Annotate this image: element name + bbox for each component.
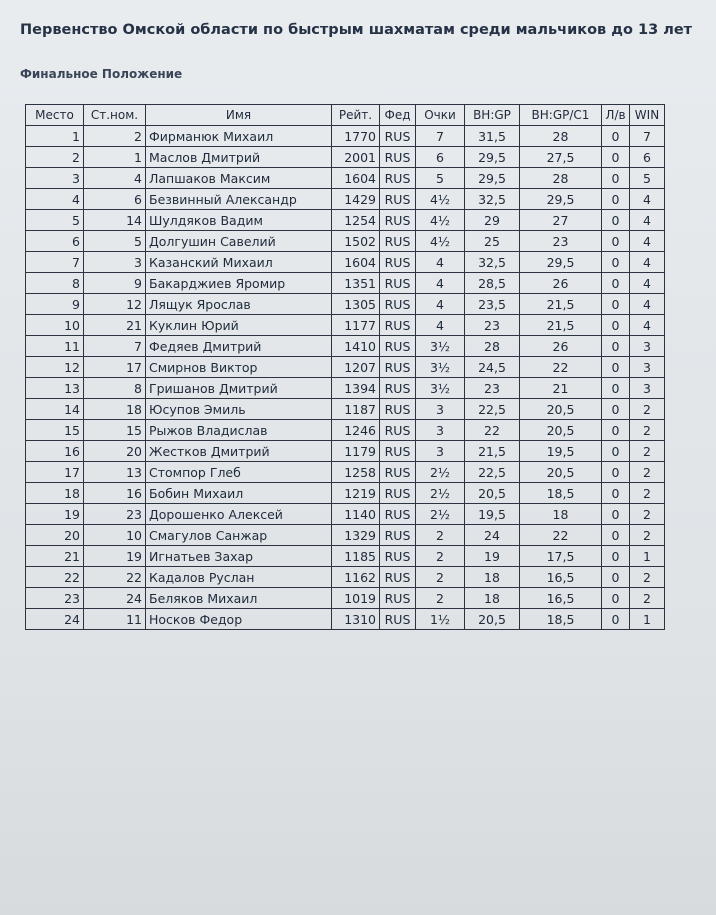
cell-rating: 1187 [332,399,380,420]
cell-points: 4 [416,315,465,336]
cell-name: Рыжов Владислав [146,420,332,441]
cell-win: 2 [630,504,665,525]
cell-name: Смагулов Санжар [146,525,332,546]
cell-federation: RUS [380,546,416,567]
cell-place: 20 [26,525,84,546]
cell-points: 3 [416,420,465,441]
cell-place: 6 [26,231,84,252]
cell-place: 24 [26,609,84,630]
cell-rating: 1394 [332,378,380,399]
cell-federation: RUS [380,294,416,315]
cell-start-number: 18 [84,399,146,420]
cell-lv: 0 [602,168,630,189]
cell-start-number: 11 [84,609,146,630]
cell-bh-gp: 23 [465,378,520,399]
cell-start-number: 2 [84,126,146,147]
cell-bh-gp: 24 [465,525,520,546]
cell-federation: RUS [380,168,416,189]
cell-name: Долгушин Савелий [146,231,332,252]
cell-win: 4 [630,210,665,231]
cell-lv: 0 [602,483,630,504]
cell-lv: 0 [602,567,630,588]
cell-place: 19 [26,504,84,525]
cell-points: 2½ [416,483,465,504]
cell-rating: 1254 [332,210,380,231]
header-win: WIN [630,105,665,126]
cell-points: 3½ [416,336,465,357]
cell-federation: RUS [380,441,416,462]
cell-win: 5 [630,168,665,189]
cell-rating: 1177 [332,315,380,336]
cell-win: 3 [630,378,665,399]
cell-place: 15 [26,420,84,441]
document-title: Первенство Омской области по быстрым шахматам среди мальчиков до 13 лет [20,22,693,38]
cell-lv: 0 [602,189,630,210]
cell-start-number: 4 [84,168,146,189]
cell-lv: 0 [602,462,630,483]
cell-rating: 1219 [332,483,380,504]
cell-win: 2 [630,441,665,462]
table-row [26,231,665,252]
cell-bh-gp: 19 [465,546,520,567]
header-points: Очки [416,105,465,126]
cell-lv: 0 [602,546,630,567]
table-row [26,210,665,231]
cell-federation: RUS [380,315,416,336]
cell-rating: 1140 [332,504,380,525]
cell-bh-gp: 20,5 [465,609,520,630]
header-lv: Л/в [602,105,630,126]
cell-rating: 1604 [332,252,380,273]
table-row [26,567,665,588]
cell-points: 5 [416,168,465,189]
cell-bh-gp: 23 [465,315,520,336]
cell-rating: 1185 [332,546,380,567]
cell-win: 2 [630,462,665,483]
cell-rating: 1502 [332,231,380,252]
cell-rating: 2001 [332,147,380,168]
cell-bh-gp: 22,5 [465,462,520,483]
table-row [26,147,665,168]
cell-win: 2 [630,567,665,588]
cell-bh-gp-c1: 27 [520,210,602,231]
cell-place: 22 [26,567,84,588]
cell-bh-gp: 22,5 [465,399,520,420]
cell-place: 17 [26,462,84,483]
table-row [26,315,665,336]
cell-place: 5 [26,210,84,231]
cell-start-number: 16 [84,483,146,504]
cell-bh-gp: 32,5 [465,189,520,210]
cell-win: 2 [630,420,665,441]
cell-federation: RUS [380,231,416,252]
cell-federation: RUS [380,504,416,525]
cell-place: 23 [26,588,84,609]
cell-start-number: 13 [84,462,146,483]
cell-points: 2½ [416,504,465,525]
cell-place: 8 [26,273,84,294]
cell-name: Лящук Ярослав [146,294,332,315]
cell-win: 3 [630,336,665,357]
cell-place: 7 [26,252,84,273]
cell-federation: RUS [380,252,416,273]
cell-federation: RUS [380,189,416,210]
cell-bh-gp-c1: 28 [520,126,602,147]
cell-bh-gp: 31,5 [465,126,520,147]
table-row [26,399,665,420]
cell-points: 7 [416,126,465,147]
cell-points: 2 [416,546,465,567]
cell-federation: RUS [380,210,416,231]
cell-place: 14 [26,399,84,420]
cell-bh-gp-c1: 16,5 [520,588,602,609]
cell-name: Куклин Юрий [146,315,332,336]
cell-name: Игнатьев Захар [146,546,332,567]
header-start-number: Ст.ном. [84,105,146,126]
cell-start-number: 22 [84,567,146,588]
cell-bh-gp-c1: 20,5 [520,399,602,420]
cell-start-number: 7 [84,336,146,357]
cell-win: 2 [630,483,665,504]
table-row [26,294,665,315]
cell-place: 1 [26,126,84,147]
table-row [26,420,665,441]
cell-name: Безвинный Александр [146,189,332,210]
cell-start-number: 3 [84,252,146,273]
cell-name: Дорошенко Алексей [146,504,332,525]
cell-lv: 0 [602,441,630,462]
cell-bh-gp: 20,5 [465,483,520,504]
cell-start-number: 20 [84,441,146,462]
cell-place: 16 [26,441,84,462]
cell-bh-gp-c1: 21,5 [520,294,602,315]
cell-rating: 1258 [332,462,380,483]
cell-win: 4 [630,273,665,294]
table-row [26,273,665,294]
table-row [26,336,665,357]
cell-win: 2 [630,399,665,420]
cell-win: 4 [630,252,665,273]
cell-lv: 0 [602,294,630,315]
cell-federation: RUS [380,609,416,630]
cell-win: 4 [630,294,665,315]
cell-lv: 0 [602,357,630,378]
cell-federation: RUS [380,273,416,294]
cell-win: 6 [630,147,665,168]
cell-start-number: 15 [84,420,146,441]
cell-bh-gp: 32,5 [465,252,520,273]
cell-federation: RUS [380,399,416,420]
cell-bh-gp-c1: 29,5 [520,189,602,210]
cell-federation: RUS [380,357,416,378]
cell-start-number: 10 [84,525,146,546]
cell-bh-gp: 18 [465,567,520,588]
cell-start-number: 12 [84,294,146,315]
cell-lv: 0 [602,147,630,168]
header-federation: Фед [380,105,416,126]
cell-start-number: 6 [84,189,146,210]
cell-federation: RUS [380,378,416,399]
cell-bh-gp: 21,5 [465,441,520,462]
table-row [26,189,665,210]
cell-bh-gp: 29,5 [465,147,520,168]
cell-name: Носков Федор [146,609,332,630]
cell-start-number: 19 [84,546,146,567]
cell-win: 2 [630,588,665,609]
cell-bh-gp-c1: 27,5 [520,147,602,168]
cell-bh-gp-c1: 23 [520,231,602,252]
cell-name: Бобин Михаил [146,483,332,504]
table-row [26,609,665,630]
cell-place: 2 [26,147,84,168]
cell-bh-gp: 29 [465,210,520,231]
cell-lv: 0 [602,273,630,294]
cell-start-number: 8 [84,378,146,399]
cell-points: 2 [416,525,465,546]
cell-federation: RUS [380,462,416,483]
cell-points: 4½ [416,189,465,210]
cell-bh-gp-c1: 18,5 [520,609,602,630]
cell-bh-gp: 29,5 [465,168,520,189]
cell-start-number: 1 [84,147,146,168]
cell-rating: 1207 [332,357,380,378]
cell-start-number: 24 [84,588,146,609]
cell-bh-gp-c1: 20,5 [520,420,602,441]
cell-place: 4 [26,189,84,210]
cell-start-number: 17 [84,357,146,378]
table-row [26,168,665,189]
cell-lv: 0 [602,336,630,357]
cell-bh-gp-c1: 21,5 [520,315,602,336]
cell-bh-gp-c1: 29,5 [520,252,602,273]
cell-start-number: 23 [84,504,146,525]
document-subtitle: Финальное Положение [20,67,183,81]
cell-win: 2 [630,525,665,546]
cell-win: 4 [630,189,665,210]
cell-start-number: 5 [84,231,146,252]
cell-federation: RUS [380,525,416,546]
cell-name: Шулдяков Вадим [146,210,332,231]
cell-federation: RUS [380,420,416,441]
cell-bh-gp-c1: 20,5 [520,462,602,483]
table-row [26,462,665,483]
table-row [26,546,665,567]
cell-points: 2½ [416,462,465,483]
cell-name: Кадалов Руслан [146,567,332,588]
cell-place: 18 [26,483,84,504]
table-row [26,357,665,378]
cell-lv: 0 [602,588,630,609]
cell-name: Федяев Дмитрий [146,336,332,357]
cell-lv: 0 [602,252,630,273]
table-row [26,525,665,546]
cell-points: 4 [416,273,465,294]
table-row [26,126,665,147]
cell-name: Лапшаков Максим [146,168,332,189]
cell-rating: 1310 [332,609,380,630]
cell-points: 4 [416,252,465,273]
cell-lv: 0 [602,504,630,525]
cell-rating: 1410 [332,336,380,357]
cell-bh-gp: 24,5 [465,357,520,378]
cell-name: Фирманюк Михаил [146,126,332,147]
cell-name: Юсупов Эмиль [146,399,332,420]
cell-bh-gp-c1: 18 [520,504,602,525]
cell-bh-gp-c1: 22 [520,357,602,378]
cell-bh-gp-c1: 17,5 [520,546,602,567]
cell-bh-gp-c1: 26 [520,273,602,294]
cell-place: 13 [26,378,84,399]
cell-points: 1½ [416,609,465,630]
cell-rating: 1019 [332,588,380,609]
cell-start-number: 14 [84,210,146,231]
table-body [26,126,665,630]
cell-name: Маслов Дмитрий [146,147,332,168]
cell-points: 6 [416,147,465,168]
table-row [26,252,665,273]
cell-bh-gp-c1: 28 [520,168,602,189]
cell-rating: 1604 [332,168,380,189]
cell-name: Бакарджиев Яромир [146,273,332,294]
header-row [26,105,665,126]
cell-name: Гришанов Дмитрий [146,378,332,399]
cell-bh-gp: 19,5 [465,504,520,525]
cell-rating: 1305 [332,294,380,315]
cell-points: 3 [416,399,465,420]
cell-federation: RUS [380,147,416,168]
cell-federation: RUS [380,588,416,609]
header-name: Имя [146,105,332,126]
cell-federation: RUS [380,126,416,147]
cell-name: Жестков Дмитрий [146,441,332,462]
cell-bh-gp-c1: 21 [520,378,602,399]
cell-bh-gp-c1: 22 [520,525,602,546]
cell-lv: 0 [602,126,630,147]
cell-place: 11 [26,336,84,357]
cell-start-number: 9 [84,273,146,294]
cell-bh-gp: 23,5 [465,294,520,315]
cell-bh-gp: 28,5 [465,273,520,294]
cell-rating: 1329 [332,525,380,546]
cell-points: 3½ [416,357,465,378]
cell-federation: RUS [380,567,416,588]
cell-win: 1 [630,609,665,630]
cell-points: 2 [416,588,465,609]
header-bh-gp-c1: BH:GP/C1 [520,105,602,126]
cell-win: 7 [630,126,665,147]
cell-place: 21 [26,546,84,567]
cell-win: 3 [630,357,665,378]
cell-bh-gp-c1: 16,5 [520,567,602,588]
cell-points: 2 [416,567,465,588]
cell-lv: 0 [602,399,630,420]
table-row [26,441,665,462]
cell-rating: 1162 [332,567,380,588]
cell-name: Беляков Михаил [146,588,332,609]
table-row [26,483,665,504]
header-bh-gp: BH:GP [465,105,520,126]
cell-bh-gp-c1: 26 [520,336,602,357]
cell-bh-gp-c1: 18,5 [520,483,602,504]
cell-name: Смирнов Виктор [146,357,332,378]
cell-place: 10 [26,315,84,336]
cell-win: 4 [630,315,665,336]
cell-points: 3 [416,441,465,462]
cell-federation: RUS [380,483,416,504]
cell-place: 12 [26,357,84,378]
cell-lv: 0 [602,420,630,441]
cell-bh-gp: 18 [465,588,520,609]
table-row [26,504,665,525]
cell-name: Стомпор Глеб [146,462,332,483]
cell-points: 4½ [416,231,465,252]
cell-lv: 0 [602,378,630,399]
cell-lv: 0 [602,315,630,336]
header-place: Место [26,105,84,126]
cell-win: 1 [630,546,665,567]
cell-federation: RUS [380,336,416,357]
cell-name: Казанский Михаил [146,252,332,273]
cell-place: 9 [26,294,84,315]
cell-rating: 1179 [332,441,380,462]
cell-points: 3½ [416,378,465,399]
cell-rating: 1351 [332,273,380,294]
table-row [26,588,665,609]
standings-table [25,104,665,630]
cell-rating: 1246 [332,420,380,441]
header-rating: Рейт. [332,105,380,126]
cell-bh-gp-c1: 19,5 [520,441,602,462]
cell-rating: 1770 [332,126,380,147]
cell-lv: 0 [602,525,630,546]
cell-place: 3 [26,168,84,189]
cell-lv: 0 [602,210,630,231]
cell-bh-gp: 25 [465,231,520,252]
table-row [26,378,665,399]
cell-lv: 0 [602,609,630,630]
cell-rating: 1429 [332,189,380,210]
cell-points: 4½ [416,210,465,231]
cell-bh-gp: 22 [465,420,520,441]
cell-start-number: 21 [84,315,146,336]
cell-win: 4 [630,231,665,252]
cell-bh-gp: 28 [465,336,520,357]
cell-lv: 0 [602,231,630,252]
cell-points: 4 [416,294,465,315]
